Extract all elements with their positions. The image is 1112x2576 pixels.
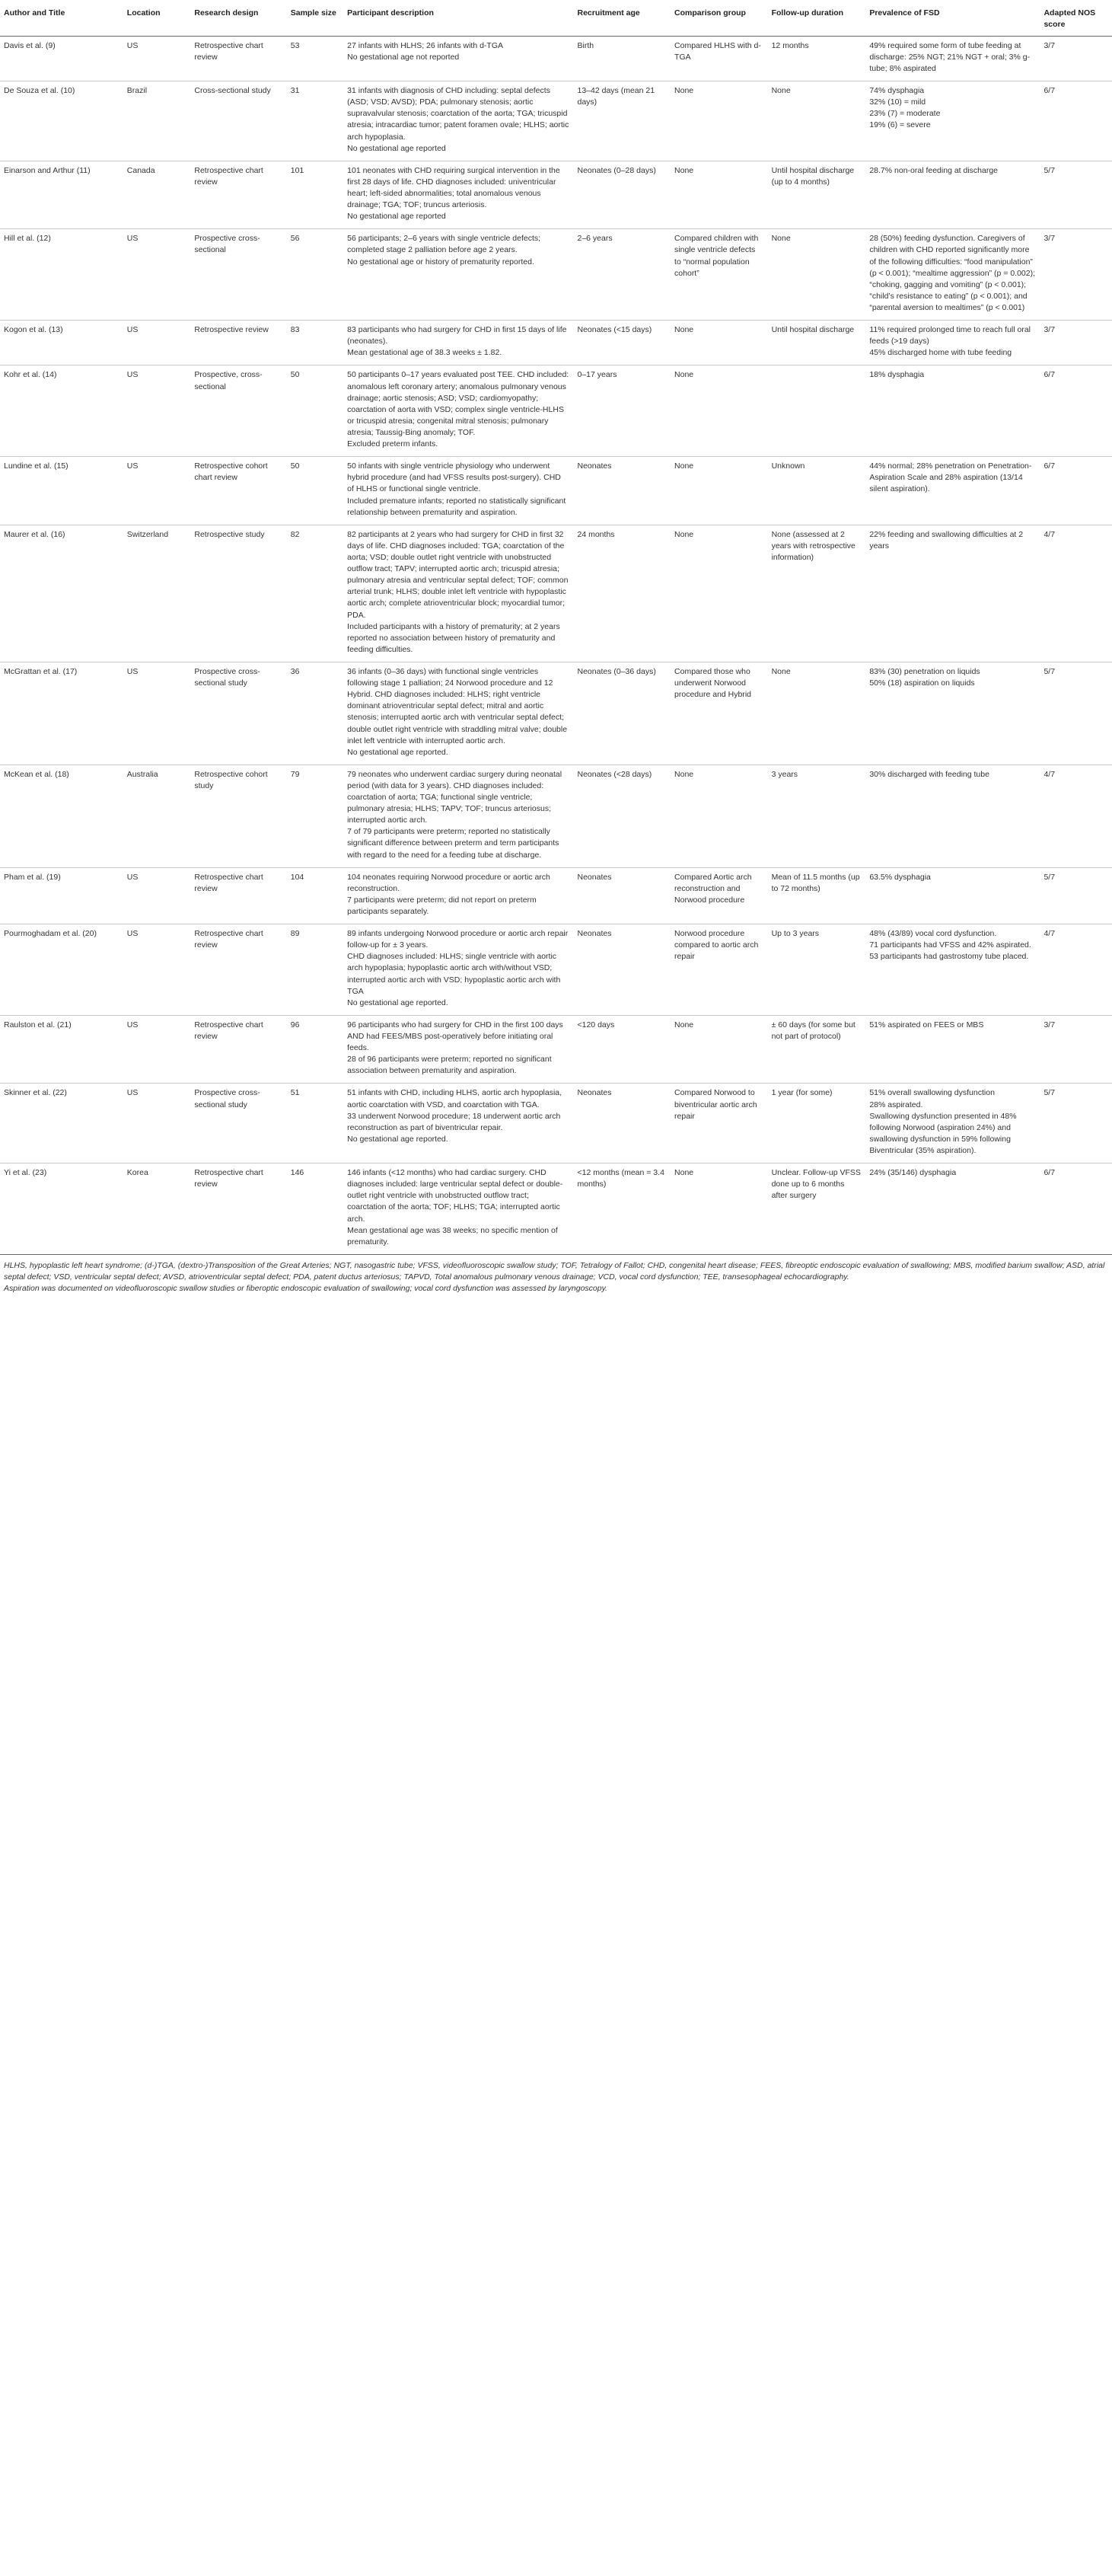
table-footnotes bbox=[0, 1255, 1112, 1295]
participant-description-cell bbox=[343, 36, 573, 81]
author-cell: Maurer et al. (16) bbox=[0, 525, 123, 662]
recruitment-age-cell: Neonates (<28 days) bbox=[574, 765, 671, 867]
participant-description-cell bbox=[343, 924, 573, 1016]
table-row bbox=[0, 867, 1112, 924]
nos-score-cell: 5/7 bbox=[1040, 662, 1112, 765]
design-cell: Retrospective chart review bbox=[190, 1015, 286, 1084]
participant-description-cell-line: No gestational age reported. bbox=[347, 747, 448, 757]
location-cell: US bbox=[123, 365, 191, 457]
participant-description-cell bbox=[343, 321, 573, 365]
participant-description-cell-line: 51 infants with CHD, including HLHS, aortic arch hypoplasia, aortic coarctation with VSD, and coarctation with TGA. bbox=[347, 1088, 562, 1109]
prevalence-cell bbox=[865, 765, 1040, 867]
nos-score-cell: 5/7 bbox=[1040, 1084, 1112, 1164]
participant-description-cell bbox=[343, 525, 573, 662]
table-row bbox=[0, 1164, 1112, 1255]
prevalence-cell-line: 18% dysphagia bbox=[869, 370, 925, 380]
recruitment-age-cell: Neonates bbox=[574, 924, 671, 1016]
prevalence-cell-line: 11% required prolonged time to reach full oral feeds (>19 days) bbox=[869, 325, 1031, 346]
location-cell: US bbox=[123, 662, 191, 765]
sample-size-cell: 56 bbox=[287, 229, 343, 321]
location-cell: US bbox=[123, 867, 191, 924]
follow-up-cell bbox=[768, 365, 866, 457]
follow-up-cell: None (assessed at 2 years with retrospective information) bbox=[768, 525, 866, 662]
author-cell: Hill et al. (12) bbox=[0, 229, 123, 321]
prevalence-cell bbox=[865, 229, 1040, 321]
prevalence-cell-line: 53 participants had gastrostomy tube placed. bbox=[869, 952, 1029, 962]
design-cell: Retrospective chart review bbox=[190, 161, 286, 229]
table-row bbox=[0, 36, 1112, 81]
participant-description-cell-line: 79 neonates who underwent cardiac surgery during neonatal period (with data for 3 years). CHD diagnoses included: coarctation of aorta; TGA; functional single ventricle; pulmonary atresia; HLHS; TAPV; TOF; truncus arteriosus; interrupted aortic arch. bbox=[347, 769, 562, 825]
comparison-group-cell: Compared children with single ventricle defects to “normal population cohort” bbox=[671, 229, 768, 321]
author-cell: Davis et al. (9) bbox=[0, 36, 123, 81]
follow-up-cell: Until hospital discharge (up to 4 months) bbox=[768, 161, 866, 229]
sample-size-cell: 50 bbox=[287, 365, 343, 457]
location-cell: US bbox=[123, 321, 191, 365]
participant-description-cell-line: 89 infants undergoing Norwood procedure or aortic arch repair follow-up for ± 3 years. bbox=[347, 929, 569, 950]
recruitment-age-cell: 24 months bbox=[574, 525, 671, 662]
participant-description-cell-line: No gestational age reported bbox=[347, 143, 446, 153]
prevalence-cell-line: 24% (35/146) dysphagia bbox=[869, 1168, 957, 1178]
participant-description-cell-line: Included participants with a history of prematurity; at 2 years reported no association between history of prematurity and feeding difficulties. bbox=[347, 621, 560, 654]
comparison-group-cell: None bbox=[671, 1164, 768, 1255]
table-body bbox=[0, 36, 1112, 1254]
participant-description-cell-line: Mean gestational age was 38 weeks; no specific mention of prematurity. bbox=[347, 1225, 558, 1247]
sample-size-cell: 50 bbox=[287, 457, 343, 525]
sample-size-cell: 96 bbox=[287, 1015, 343, 1084]
participant-description-cell-line: 101 neonates with CHD requiring surgical intervention in the first 28 days of life. CHD diagnoses included: univentricular heart; left-sided abnormalities; total anomalous venous drainage; TGA; TOF; truncus arteriosis. bbox=[347, 165, 560, 210]
design-cell: Prospective cross-sectional study bbox=[190, 1084, 286, 1164]
sample-size-cell: 146 bbox=[287, 1164, 343, 1255]
comparison-group-cell: Compared Aortic arch reconstruction and Norwood procedure bbox=[671, 867, 768, 924]
design-cell: Retrospective chart review bbox=[190, 36, 286, 81]
prevalence-cell bbox=[865, 867, 1040, 924]
location-cell: US bbox=[123, 457, 191, 525]
prevalence-cell-line: 50% (18) aspiration on liquids bbox=[869, 678, 975, 688]
recruitment-age-cell: 13–42 days (mean 21 days) bbox=[574, 81, 671, 161]
comparison-group-cell: None bbox=[671, 457, 768, 525]
participant-description-cell bbox=[343, 81, 573, 161]
participant-description-cell bbox=[343, 1015, 573, 1084]
author-cell: Kohr et al. (14) bbox=[0, 365, 123, 457]
recruitment-age-cell: Neonates bbox=[574, 867, 671, 924]
participant-description-cell bbox=[343, 662, 573, 765]
participant-description-cell-line: No gestational age not reported bbox=[347, 52, 460, 62]
prevalence-cell-line: 51% overall swallowing dysfunction bbox=[869, 1088, 995, 1098]
table-row bbox=[0, 525, 1112, 662]
participant-description-cell-line: 50 participants 0–17 years evaluated post TEE. CHD included: anomalous left coronary artery; anomalous pulmonary venous drainage; aortic stenosis; ASD; VSD; cardiomyopathy; coarctation of aorta with VSD; complex single ventricle-HLHS or tricuspid atresia; congenital mitral stenosis; pulmonary atresia; Taussig-Bing anomaly; TOF. bbox=[347, 370, 569, 437]
design-cell: Retrospective chart review bbox=[190, 924, 286, 1016]
table-row bbox=[0, 924, 1112, 1016]
recruitment-age-cell: Neonates (<15 days) bbox=[574, 321, 671, 365]
comparison-group-cell: Compared those who underwent Norwood procedure and Hybrid bbox=[671, 662, 768, 765]
participant-description-cell-line: 7 of 79 participants were preterm; reported no statistically significant difference between preterm and term participants with regard to the need for a feeding tube at discharge. bbox=[347, 827, 559, 860]
recruitment-age-cell: Birth bbox=[574, 36, 671, 81]
column-header: Research design bbox=[190, 5, 286, 36]
comparison-group-cell: None bbox=[671, 525, 768, 662]
nos-score-cell: 3/7 bbox=[1040, 321, 1112, 365]
design-cell: Cross-sectional study bbox=[190, 81, 286, 161]
participant-description-cell-line: 96 participants who had surgery for CHD in the first 100 days AND had FEES/MBS post-operatively before initiating oral feeds. bbox=[347, 1020, 563, 1053]
nos-score-cell: 3/7 bbox=[1040, 1015, 1112, 1084]
participant-description-cell bbox=[343, 765, 573, 867]
comparison-group-cell: None bbox=[671, 81, 768, 161]
sample-size-cell: 83 bbox=[287, 321, 343, 365]
participant-description-cell-line: No gestational age or history of prematurity reported. bbox=[347, 257, 534, 267]
column-header: Location bbox=[123, 5, 191, 36]
author-cell: Kogon et al. (13) bbox=[0, 321, 123, 365]
nos-score-cell: 6/7 bbox=[1040, 81, 1112, 161]
participant-description-cell bbox=[343, 1084, 573, 1164]
nos-score-cell: 5/7 bbox=[1040, 867, 1112, 924]
design-cell: Prospective cross-sectional bbox=[190, 229, 286, 321]
follow-up-cell: Unclear. Follow-up VFSS done up to 6 months after surgery bbox=[768, 1164, 866, 1255]
nos-score-cell: 6/7 bbox=[1040, 1164, 1112, 1255]
prevalence-cell-line: 23% (7) = moderate bbox=[869, 109, 941, 119]
prevalence-cell-line: 83% (30) penetration on liquids bbox=[869, 666, 980, 676]
prevalence-cell bbox=[865, 36, 1040, 81]
table-row bbox=[0, 765, 1112, 867]
participant-description-cell-line: 33 underwent Norwood procedure; 18 underwent aortic arch reconstruction as part of biventricular repair. bbox=[347, 1111, 561, 1132]
prevalence-cell bbox=[865, 81, 1040, 161]
nos-score-cell: 6/7 bbox=[1040, 457, 1112, 525]
comparison-group-cell: None bbox=[671, 365, 768, 457]
table-row bbox=[0, 161, 1112, 229]
nos-score-cell: 3/7 bbox=[1040, 36, 1112, 81]
column-header: Recruitment age bbox=[574, 5, 671, 36]
prevalence-cell-line: 44% normal; 28% penetration on Penetration-Aspiration Scale and 28% aspiration (13/14 silent aspiration). bbox=[869, 461, 1032, 494]
prevalence-cell bbox=[865, 365, 1040, 457]
author-cell: McGrattan et al. (17) bbox=[0, 662, 123, 765]
footnote-text: HLHS, hypoplastic left heart syndrome; (d-)TGA, (dextro-)Transposition of the Great Arteries; NGT, nasogastric tube; VFSS, videofluoroscopic swallow study; TOF, Tetralogy of Fallot; CHD, congenital heart disease; FEES, fibreoptic endoscopic evaluation of swallowing; MBS, modified barium swallow; ASD, atrial septal defect; VSD, ventricular septal defect; AVSD, atrioventricular septal defect; PDA, patent ductus arteriosus; TAPVD, Total anomalous pulmonary venous drainage; VCD, vocal cord dysfunction; TEE, transesophageal echocardiography. bbox=[4, 1260, 1105, 1282]
location-cell: Korea bbox=[123, 1164, 191, 1255]
location-cell: Canada bbox=[123, 161, 191, 229]
recruitment-age-cell: Neonates (0–28 days) bbox=[574, 161, 671, 229]
sample-size-cell: 101 bbox=[287, 161, 343, 229]
nos-score-cell: 4/7 bbox=[1040, 924, 1112, 1016]
table-row bbox=[0, 662, 1112, 765]
follow-up-cell: 12 months bbox=[768, 36, 866, 81]
prevalence-cell bbox=[865, 457, 1040, 525]
table-header-row bbox=[0, 5, 1112, 36]
prevalence-cell bbox=[865, 1015, 1040, 1084]
recruitment-age-cell: Neonates bbox=[574, 1084, 671, 1164]
column-header: Author and Title bbox=[0, 5, 123, 36]
participant-description-cell-line: 36 infants (0–36 days) with functional single ventricles following stage 1 palliation; 24 Norwood procedure and 12 Hybrid. CHD diagnoses included: HLHS; right ventricle dominant atrioventricular septal defect; mitral and aortic stenosis; interrupted aortic arch with ventricular septal defect; double outlet right ventricle with straddling mitral valve; double inlet left ventricle with interrupted aortic arch. bbox=[347, 666, 568, 745]
follow-up-cell: Until hospital discharge bbox=[768, 321, 866, 365]
follow-up-cell: Up to 3 years bbox=[768, 924, 866, 1016]
design-cell: Retrospective chart review bbox=[190, 1164, 286, 1255]
column-header: Comparison group bbox=[671, 5, 768, 36]
participant-description-cell bbox=[343, 365, 573, 457]
design-cell: Retrospective study bbox=[190, 525, 286, 662]
sample-size-cell: 31 bbox=[287, 81, 343, 161]
table-row bbox=[0, 321, 1112, 365]
participant-description-cell-line: 28 of 96 participants were preterm; reported no significant association between prematurity and aspiration. bbox=[347, 1055, 552, 1076]
author-cell: Pourmoghadam et al. (20) bbox=[0, 924, 123, 1016]
table-row bbox=[0, 457, 1112, 525]
follow-up-cell: None bbox=[768, 662, 866, 765]
prevalence-cell-line: 32% (10) = mild bbox=[869, 97, 926, 107]
participant-description-cell-line: 104 neonates requiring Norwood procedure or aortic arch reconstruction. bbox=[347, 872, 550, 893]
follow-up-cell: 1 year (for some) bbox=[768, 1084, 866, 1164]
participant-description-cell-line: 27 infants with HLHS; 26 infants with d-TGA bbox=[347, 40, 503, 50]
participant-description-cell-line: No gestational age reported bbox=[347, 212, 446, 222]
prevalence-cell-line: Swallowing dysfunction presented in 48% following Norwood (aspiration 24%) and swallowing dysfunction in 59% following Biventricular (35% aspiration). bbox=[869, 1111, 1017, 1155]
sample-size-cell: 89 bbox=[287, 924, 343, 1016]
prevalence-cell bbox=[865, 662, 1040, 765]
nos-score-cell: 6/7 bbox=[1040, 365, 1112, 457]
author-cell: Lundine et al. (15) bbox=[0, 457, 123, 525]
design-cell: Prospective, cross-sectional bbox=[190, 365, 286, 457]
prevalence-cell bbox=[865, 161, 1040, 229]
comparison-group-cell: Compared Norwood to biventricular aortic arch repair bbox=[671, 1084, 768, 1164]
comparison-group-cell: Compared HLHS with d-TGA bbox=[671, 36, 768, 81]
participant-description-cell-line: Included premature infants; reported no statistically significant relationship between prematurity and aspiration. bbox=[347, 496, 566, 517]
participant-description-cell bbox=[343, 229, 573, 321]
prevalence-cell bbox=[865, 525, 1040, 662]
prevalence-cell-line: 71 participants had VFSS and 42% aspirated. bbox=[869, 940, 1031, 950]
prevalence-cell bbox=[865, 321, 1040, 365]
author-cell: McKean et al. (18) bbox=[0, 765, 123, 867]
column-header: Sample size bbox=[287, 5, 343, 36]
prevalence-cell-line: 45% discharged home with tube feeding bbox=[869, 348, 1012, 358]
sample-size-cell: 36 bbox=[287, 662, 343, 765]
footnote-text: Aspiration was documented on videofluoroscopic swallow studies or fiberoptic endoscopic evaluation of swallowing; vocal cord dysfunction was assessed by laryngoscopy. bbox=[4, 1284, 607, 1294]
design-cell: Retrospective cohort chart review bbox=[190, 457, 286, 525]
nos-score-cell: 4/7 bbox=[1040, 765, 1112, 867]
comparison-group-cell: None bbox=[671, 1015, 768, 1084]
recruitment-age-cell: <12 months (mean = 3.4 months) bbox=[574, 1164, 671, 1255]
location-cell: US bbox=[123, 36, 191, 81]
participant-description-cell bbox=[343, 457, 573, 525]
follow-up-cell: 3 years bbox=[768, 765, 866, 867]
column-header: Adapted NOS score bbox=[1040, 5, 1112, 36]
prevalence-cell bbox=[865, 1084, 1040, 1164]
prevalence-cell-line: 63.5% dysphagia bbox=[869, 872, 931, 882]
sample-size-cell: 104 bbox=[287, 867, 343, 924]
location-cell: US bbox=[123, 1084, 191, 1164]
prevalence-cell-line: 51% aspirated on FEES or MBS bbox=[869, 1020, 984, 1029]
column-header: Participant description bbox=[343, 5, 573, 36]
prevalence-cell-line: 22% feeding and swallowing difficulties at 2 years bbox=[869, 529, 1024, 551]
participant-description-cell-line: Mean gestational age of 38.3 weeks ± 1.82. bbox=[347, 348, 502, 358]
participant-description-cell bbox=[343, 161, 573, 229]
author-cell: Yi et al. (23) bbox=[0, 1164, 123, 1255]
prevalence-cell bbox=[865, 924, 1040, 1016]
author-cell: De Souza et al. (10) bbox=[0, 81, 123, 161]
prevalence-cell-line: 49% required some form of tube feeding at discharge: 25% NGT; 21% NGT + oral; 3% g-tube; 8% aspirated bbox=[869, 40, 1031, 74]
follow-up-cell: None bbox=[768, 81, 866, 161]
participant-description-cell-line: No gestational age reported. bbox=[347, 1134, 448, 1144]
participant-description-cell-line: CHD diagnoses included: HLHS; single ventricle with aortic arch hypoplasia; hypoplastic aortic arch with/without VSD; interrupted aortic arch with VSD; hypoplastic aortic arch with TGA bbox=[347, 952, 561, 996]
table-row bbox=[0, 1084, 1112, 1164]
studies-table bbox=[0, 5, 1112, 1255]
participant-description-cell-line: Excluded preterm infants. bbox=[347, 439, 438, 449]
comparison-group-cell: None bbox=[671, 765, 768, 867]
recruitment-age-cell: 0–17 years bbox=[574, 365, 671, 457]
prevalence-cell bbox=[865, 1164, 1040, 1255]
participant-description-cell-line: 82 participants at 2 years who had surgery for CHD in first 32 days of life. CHD diagnoses included: TGA; coarctation of the aorta; VSD; double outlet right ventricle with unobstructed outflow tract; TAPV; interrupted aortic arch; tricuspid atresia; pulmonary atresia and ventricular septal defect; TOF; common arterial trunk; HLHS; double inlet left ventricle with hypoplastic aortic arch; complete atrioventricular block; myocardial tumor; PDA. bbox=[347, 529, 569, 620]
follow-up-cell: None bbox=[768, 229, 866, 321]
follow-up-cell: Mean of 11.5 months (up to 72 months) bbox=[768, 867, 866, 924]
nos-score-cell: 4/7 bbox=[1040, 525, 1112, 662]
participant-description-cell-line: 7 participants were preterm; did not report on preterm participants separately. bbox=[347, 895, 537, 917]
participant-description-cell-line: No gestational age reported. bbox=[347, 998, 448, 1007]
design-cell: Retrospective cohort study bbox=[190, 765, 286, 867]
participant-description-cell-line: 83 participants who had surgery for CHD in first 15 days of life (neonates). bbox=[347, 325, 567, 346]
comparison-group-cell: None bbox=[671, 161, 768, 229]
participant-description-cell bbox=[343, 867, 573, 924]
location-cell: Australia bbox=[123, 765, 191, 867]
prevalence-cell-line: 28.7% non-oral feeding at discharge bbox=[869, 165, 999, 175]
table-row bbox=[0, 229, 1112, 321]
location-cell: US bbox=[123, 229, 191, 321]
follow-up-cell: Unknown bbox=[768, 457, 866, 525]
prevalence-cell-line: 19% (6) = severe bbox=[869, 120, 931, 130]
design-cell: Prospective cross-sectional study bbox=[190, 662, 286, 765]
design-cell: Retrospective chart review bbox=[190, 867, 286, 924]
author-cell: Einarson and Arthur (11) bbox=[0, 161, 123, 229]
prevalence-cell-line: 28% aspirated. bbox=[869, 1100, 923, 1109]
nos-score-cell: 5/7 bbox=[1040, 161, 1112, 229]
author-cell: Skinner et al. (22) bbox=[0, 1084, 123, 1164]
column-header: Prevalence of FSD bbox=[865, 5, 1040, 36]
sample-size-cell: 82 bbox=[287, 525, 343, 662]
prevalence-cell-line: 28 (50%) feeding dysfunction. Caregivers of children with CHD reported significantly more of the following difficulties: “food manipulation” (p < 0.001); “mealtime aggression” (p = 0.002); “choking, gagging and vomiting” (p < 0.001); “child’s resistance to eating” (p < 0.001); and “parental aversion to mealtimes” (p < 0.001) bbox=[869, 234, 1036, 312]
author-cell: Pham et al. (19) bbox=[0, 867, 123, 924]
recruitment-age-cell: Neonates bbox=[574, 457, 671, 525]
sample-size-cell: 51 bbox=[287, 1084, 343, 1164]
comparison-group-cell: None bbox=[671, 321, 768, 365]
recruitment-age-cell: Neonates (0–36 days) bbox=[574, 662, 671, 765]
participant-description-cell-line: 56 participants; 2–6 years with single ventricle defects; completed stage 2 palliation before age 2 years. bbox=[347, 234, 541, 255]
follow-up-cell: ± 60 days (for some but not part of protocol) bbox=[768, 1015, 866, 1084]
prevalence-cell-line: 74% dysphagia bbox=[869, 86, 925, 96]
author-cell: Raulston et al. (21) bbox=[0, 1015, 123, 1084]
sample-size-cell: 53 bbox=[287, 36, 343, 81]
table-row bbox=[0, 365, 1112, 457]
prevalence-cell-line: 30% discharged with feeding tube bbox=[869, 769, 989, 779]
location-cell: Brazil bbox=[123, 81, 191, 161]
column-header: Follow-up duration bbox=[768, 5, 866, 36]
participant-description-cell bbox=[343, 1164, 573, 1255]
location-cell: Switzerland bbox=[123, 525, 191, 662]
table-row bbox=[0, 1015, 1112, 1084]
table-row bbox=[0, 81, 1112, 161]
location-cell: US bbox=[123, 1015, 191, 1084]
participant-description-cell-line: 31 infants with diagnosis of CHD including: septal defects (ASD; VSD; AVSD); PDA; pulmonary stenosis; aortic supravalvular stenosis; coarctation of the aorta; TGA; tricuspid atresia; intracardiac tumor; patent foramen ovale; HLHS; aortic arch hypoplasia. bbox=[347, 86, 569, 142]
comparison-group-cell: Norwood procedure compared to aortic arch repair bbox=[671, 924, 768, 1016]
participant-description-cell-line: 50 infants with single ventricle physiology who underwent hybrid procedure (and had VFSS results post-surgery). CHD of HLHS or functional single ventricle. bbox=[347, 461, 561, 494]
prevalence-cell-line: 48% (43/89) vocal cord dysfunction. bbox=[869, 929, 997, 939]
nos-score-cell: 3/7 bbox=[1040, 229, 1112, 321]
recruitment-age-cell: 2–6 years bbox=[574, 229, 671, 321]
location-cell: US bbox=[123, 924, 191, 1016]
participant-description-cell-line: 146 infants (<12 months) who had cardiac surgery. CHD diagnoses included: large ventricular septal defect or double-outlet right ventricle with unobstructed outflow tract; coarctation of the aorta; TOF; HLHS; TGA; interrupted aortic arch. bbox=[347, 1168, 563, 1224]
recruitment-age-cell: <120 days bbox=[574, 1015, 671, 1084]
design-cell: Retrospective review bbox=[190, 321, 286, 365]
sample-size-cell: 79 bbox=[287, 765, 343, 867]
